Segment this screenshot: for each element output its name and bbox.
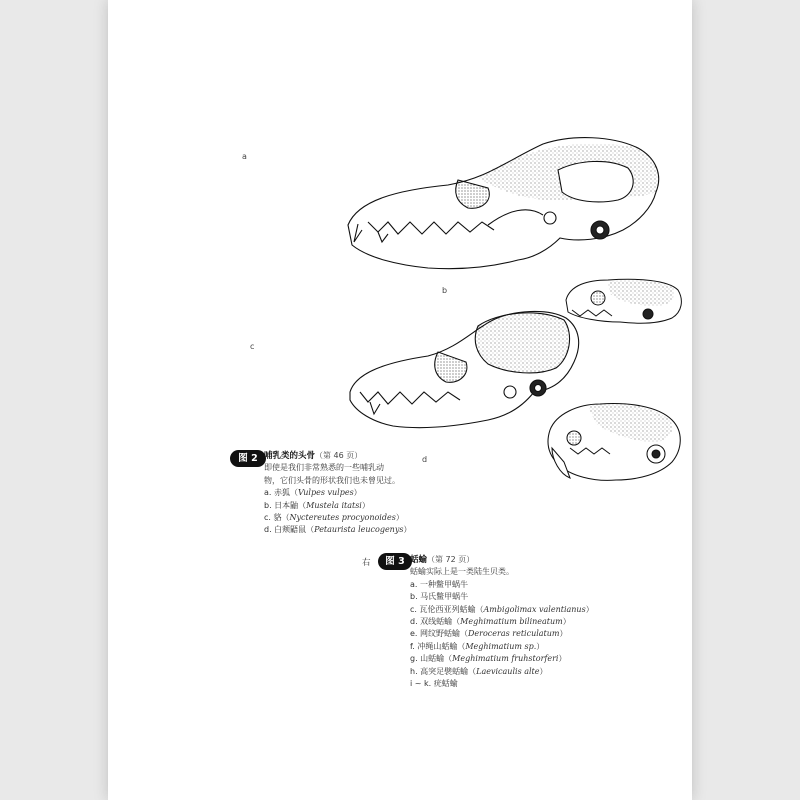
item-sci: Vulpes vulpes (298, 488, 354, 498)
item-sci: Ambigolimax valentianus (483, 604, 586, 614)
skull-c-raccoon-dog (350, 311, 579, 427)
item-suffix: ） (536, 641, 545, 651)
item-sci: Meghimatium sp. (465, 641, 537, 651)
item-prefix: d. 白颊鼯鼠（ (264, 525, 315, 535)
figure3-item (410, 579, 610, 591)
item-prefix: h. 高突足襞蛞蝓（ (410, 666, 477, 676)
book-page (108, 0, 692, 800)
figure3-item (410, 678, 610, 690)
right-page-label: 右 (362, 558, 371, 568)
item-sci: Petaurista leucogenys (314, 525, 404, 535)
label-a: a (242, 152, 247, 161)
item-prefix: a. 一种鳖甲蜗牛 (410, 579, 468, 589)
figure3-page-ref: （第 72 页） (427, 555, 475, 564)
figure2-desc-line-2: 物，它们头骨的形状我们也未曾见过。 (264, 475, 400, 485)
item-suffix: ） (403, 525, 412, 535)
figure2-badge: 图 2 (230, 450, 266, 467)
label-b: b (442, 286, 448, 295)
label-c: c (250, 342, 255, 351)
item-sci: Meghimatium bilineatum (460, 617, 563, 627)
skull-a-fox (348, 138, 659, 269)
item-prefix: i ~ k. 疣蛞蝓 (410, 679, 458, 689)
figure2-item (264, 524, 454, 536)
item-prefix: c. 貉（ (264, 513, 290, 523)
item-sci: Laevicaulis alte (476, 666, 540, 676)
figure3-title: 蛞蝓 (410, 555, 428, 565)
item-prefix: f. 冲绳山蛞蝓（ (410, 641, 466, 651)
item-suffix: ） (559, 629, 568, 639)
figure2-caption (264, 450, 454, 537)
figure3-desc: 蛞蝓实际上是一类陆生贝类。 (410, 567, 514, 577)
item-sci: Deroceras reticulatum (468, 629, 560, 639)
item-prefix: c. 瓦伦西亚列蛞蝓（ (410, 604, 484, 614)
item-suffix: ） (361, 500, 370, 510)
item-prefix: d. 双线蛞蝓（ (410, 617, 461, 627)
figure2-desc-line-1: 即使是我们非常熟悉的一些哺乳动 (264, 463, 384, 473)
item-suffix: ） (395, 513, 404, 523)
skull-b-weasel (566, 279, 681, 323)
figure3-item (410, 653, 610, 665)
item-suffix: ） (539, 666, 548, 676)
item-suffix: ） (562, 617, 571, 627)
item-prefix: b. 日本鼬（ (264, 500, 307, 510)
item-prefix: b. 马氏鳖甲蜗牛 (410, 592, 469, 602)
figure3-caption (410, 554, 610, 690)
figure2-item (264, 512, 454, 524)
item-sci: Mustela itatsi (306, 500, 362, 510)
item-sci: Meghimatium fruhstorferi (452, 654, 559, 664)
figure3-item (410, 666, 610, 678)
item-suffix: ） (585, 604, 594, 614)
item-prefix: e. 网纹野蛞蝓（ (410, 629, 469, 639)
item-suffix: ） (353, 488, 362, 498)
figure3-item (410, 641, 610, 653)
figure2-item (264, 500, 454, 512)
figure3-item (410, 628, 610, 640)
skull-d-flying-squirrel (548, 403, 680, 480)
figure3-badge: 图 3 (378, 553, 412, 570)
figure2-title: 哺乳类的头骨 (264, 451, 316, 461)
figure2-item (264, 487, 454, 499)
figure3-item (410, 591, 610, 603)
figure3-item (410, 616, 610, 628)
item-prefix: g. 山蛞蝓（ (410, 654, 453, 664)
figure2-page-ref: （第 46 页） (315, 451, 363, 460)
item-suffix: ） (558, 654, 567, 664)
skull-drawings-svg (338, 130, 698, 490)
label-d: d (422, 455, 428, 464)
figure3-item (410, 604, 610, 616)
item-sci: Nyctereutes procyonoides (289, 513, 396, 523)
skull-illustration (338, 130, 698, 490)
item-prefix: a. 赤狐（ (264, 488, 298, 498)
